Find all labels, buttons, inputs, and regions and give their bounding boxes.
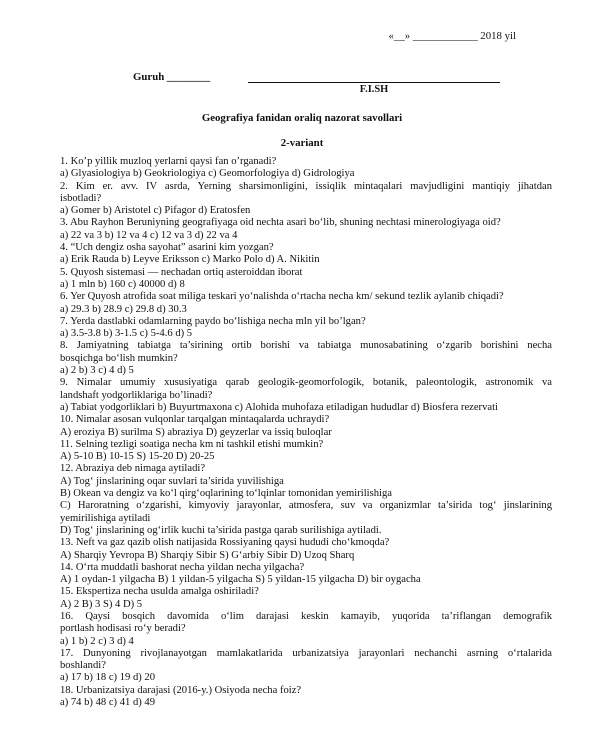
text-line: A) eroziya B) surilma S) abraziya D) geyzerlar va issiq buloqlar [60, 426, 332, 438]
text-line: C) Haroratning o‘zgarishi, kimyoviy jarayonlar, atmosfera, suv va organizmlar ta’sirida tog‘ jinslarining [60, 500, 552, 512]
page-title: Geografiya fanidan oraliq nazorat savollari [201, 112, 403, 124]
text-line: a) 29.3 b) 28.9 c) 29.8 d) 30.3 [60, 303, 187, 315]
text-line: a) Gomer b) Aristotel c) Pifagor d) Eratosfen [60, 205, 251, 217]
text-line: a) 3.5-3.8 b) 3-1.5 c) 5-4.6 d) 5 [60, 328, 193, 340]
text-line: 8. Jamiyatning tabiatga ta’sirining ortib borishi va tabiatga munosabatining o‘zgarib borishini necha [60, 340, 552, 352]
question-list [60, 156, 552, 709]
text-line: A) 1 oydan-1 yilgacha B) 1 yildan-5 yilgacha S) 5 yildan-15 yilgacha D) bir oygacha [60, 574, 421, 586]
fish-underline [248, 71, 500, 83]
text-line: a) 1 b) 2 c) 3 d) 4 [60, 635, 134, 647]
fish-label: F.I.SH [359, 84, 389, 95]
text-line: a) Erik Rauda b) Leyve Eriksson c) Marko Polo d) A. Nikitin [60, 254, 320, 266]
text-line: 14. O‘rta muddatli bashorat necha yildan necha yilgacha? [60, 561, 305, 573]
text-line: a) 22 va 3 b) 12 va 4 c) 12 va 3 d) 22 va 4 [60, 229, 238, 241]
text-line: a) 17 b) 18 c) 19 d) 20 [60, 672, 156, 684]
text-line: portlash hodisasi ro‘y beradi? [60, 623, 186, 635]
text-line: 10. Nimalar asosan vulqonlar tarqalgan mintaqalarda uchraydi? [60, 414, 330, 426]
text-line: bosqichga bo‘lish mumkin? [60, 352, 178, 364]
text-line: 6. Yer Quyosh atrofida soat miliga teskari yo‘nalishda o‘rtacha necha km/ sekund tezlik aylanib chiqadi? [60, 291, 504, 303]
text-line: 15. Ekspertiza necha usulda amalga oshiriladi? [60, 586, 259, 598]
text-line: 3. Abu Rayhon Beruniyning geografiyaga oid nechta asari bo‘lib, shuning nechtasi minerologiyaga oid? [60, 217, 501, 229]
date-line: «__» ____________ 2018 yil [388, 30, 516, 42]
text-line: 9. Nimalar umumiy xususiyatiga qarab geologik-geomorfologik, botanik, paleontologik, astronomik va [60, 377, 552, 389]
text-line: A) Sharqiy Yevropa B) Sharqiy Sibir S) G‘arbiy Sibir D) Uzoq Sharq [60, 549, 355, 561]
text-line: A) 2 B) 3 S) 4 D) 5 [60, 598, 143, 610]
text-line: 1. Ko’p yillik muzloq yerlarni qaysi fan o’rganadi? [60, 156, 277, 167]
text-line: 17. Dunyoning rivojlanayotgan mamlakatlarida urbanizatsiya jarayonlari nechanchi asrning o‘rtalarida [60, 647, 552, 659]
text-line: B) Okean va dengiz va ko‘l qirg‘oqlarining to‘lqinlar tomonidan yemirilishiga [60, 488, 392, 500]
text-line: a) 2 b) 3 c) 4 d) 5 [60, 365, 134, 377]
text-line: 7. Yerda dastlabki odamlarning paydo bo‘lishiga necha mln yil bo’lgan? [60, 315, 366, 327]
text-line: A) 5-10 B) 10-15 S) 15-20 D) 20-25 [60, 451, 215, 463]
text-line: landshaft yodgorliklariga bo’linadi? [60, 389, 213, 401]
variant-label: 2-variant [280, 137, 324, 149]
text-line: isbotladi? [60, 192, 102, 204]
text-line: boshlandi? [60, 660, 106, 672]
text-line: a) Tabiat yodgorliklari b) Buyurtmaxona c) Alohida muhofaza etiladigan hududlar d) Biosfera rezervati [60, 401, 498, 413]
text-line: 16. Qaysi bosqich davomida o‘lim darajasi keskin kamayib, yuqorida ta’riflangan demografik [60, 610, 552, 622]
text-line: A) Tog‘ jinslarining oqar suvlari ta’sirida yuvilishiga [60, 475, 284, 487]
text-line: 12. Abraziya deb nimaga aytiladi? [60, 463, 206, 475]
text-line: 2. Kim er. avv. IV asrda, Yerning sharsimonligini, issiqlik mintaqalari mavjudligini mantiqiy jihatdan [60, 180, 552, 192]
group-field: Guruh ________ [133, 71, 211, 83]
text-line: yemirilishiga aytiladi [60, 512, 151, 524]
text-line: 4. “Uch dengiz osha sayohat” asarini kim yozgan? [60, 242, 274, 254]
text-line: a) 74 b) 48 c) 41 d) 49 [60, 697, 156, 709]
text-line: 18. Urbanizatsiya darajasi (2016-y.) Osiyoda necha foiz? [60, 684, 302, 696]
text-line: a) Glyasiologiya b) Geokriologiya c) Geomorfologiya d) Gidrologiya [60, 168, 355, 180]
text-line: a) 1 mln b) 160 c) 40000 d) 8 [60, 278, 185, 290]
text-line: 13. Neft va gaz qazib olish natijasida Rossiyaning qaysi hududi cho‘kmoqda? [60, 537, 390, 549]
text-line: D) Tog‘ jinslarining og‘irlik kuchi ta’sirida pastga qarab surilishiga aytiladi. [60, 524, 382, 536]
text-line: 5. Quyosh sistemasi — nechadan ortiq asteroiddan iborat [60, 266, 303, 278]
text-line: 11. Selning tezligi soatiga necha km ni tashkil etishi mumkin? [60, 438, 324, 450]
